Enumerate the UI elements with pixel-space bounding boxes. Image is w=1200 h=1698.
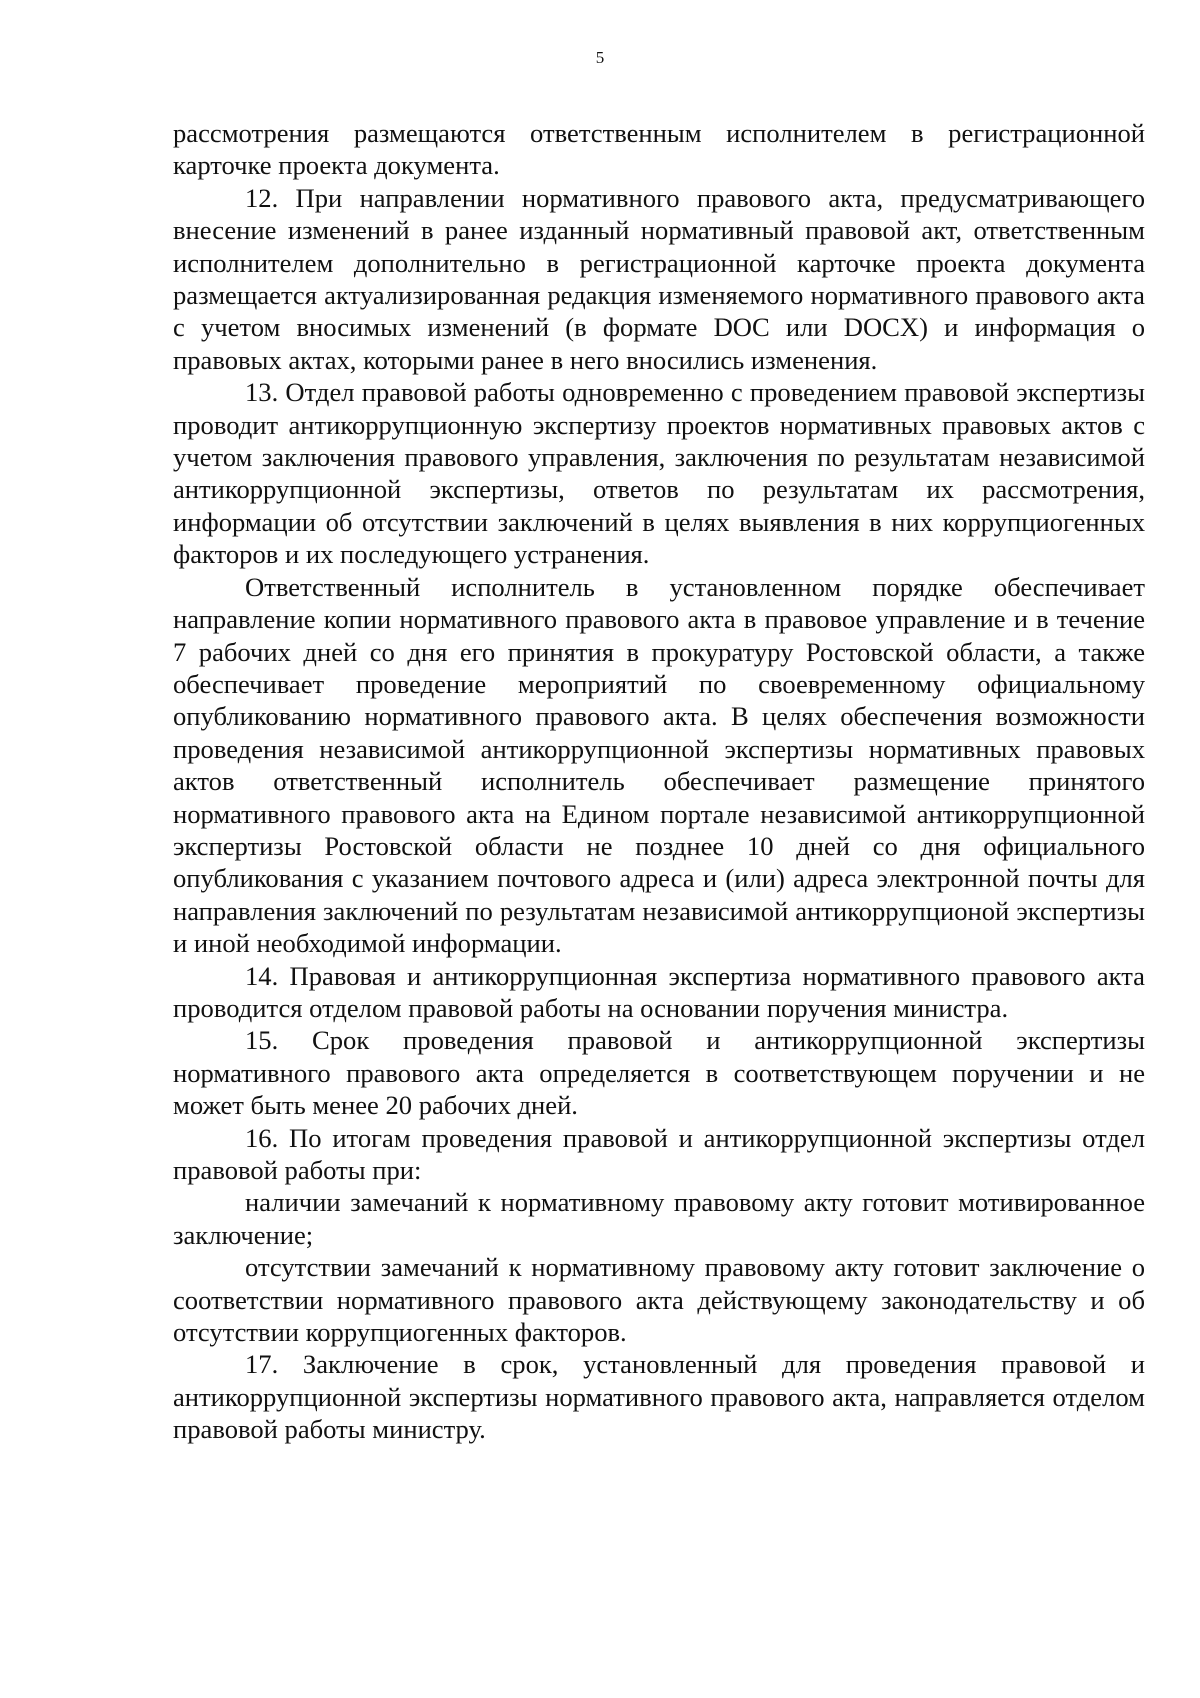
page-number: 5 [595,48,605,67]
paragraph-item-13: 13. Отдел правовой работы одновременно с проведением правовой экспертизы проводит антикоррупционную экспертизу проектов нормативных правовых актов с учетом заключения правового управления, заключения по результатам независимой антикоррупционной экспертизы, ответов по результатам их рассмотрения, информации об отсутствии заключений в целях выявления в них коррупциогенных факторов и их последующего устранения. [173,377,1145,570]
paragraph-item-16-case-remarks: наличии замечаний к нормативному правовому акту готовит мотивированное заключение; [173,1187,1145,1250]
paragraph-item-14: 14. Правовая и антикоррупционная экспертиза нормативного правового акта проводится отделом правовой работы на основании поручения министра. [173,960,1145,1023]
paragraph-item-17: 17. Заключение в срок, установленный для проведения правовой и антикоррупционной экспертизы нормативного правового акта, направляется отделом правовой работы министру. [173,1349,1145,1445]
paragraph-responsible-executor: Ответственный исполнитель в установленном порядке обеспечивает направление копии нормативного правового акта в правовое управление и в течение 7 рабочих дней со дня его принятия в прокуратуру Ростовской области, а также обеспечивает проведение мероприятий по своевременному официальному опубликованию нормативного правового акта. В целях обеспечения возможности проведения независимой антикоррупционной экспертизы нормативных правовых актов ответственный исполнитель обеспечивает размещение принятого нормативного правового акта на Едином портале независимой антикоррупционной экспертизы Ростовской области не позднее 10 дней со дня официального опубликования с указанием почтового адреса и (или) адреса электронной почты для направления заключений по результатам независимой антикоррупционой экспертизы и иной необходимой информации. [173,571,1145,959]
paragraph-continuation: рассмотрения размещаются ответственным исполнителем в регистрационной карточке проекта документа. [173,118,1145,181]
paragraph-item-16-case-no-remarks: отсутствии замечаний к нормативному правовому акту готовит заключение о соответствии нормативного правового акта действующему законодательству и об отсутствии коррупциогенных факторов. [173,1252,1145,1348]
paragraph-item-15: 15. Срок проведения правовой и антикоррупционной экспертизы нормативного правового акта определяется в соответствующем поручении и не может быть менее 20 рабочих дней. [173,1025,1145,1121]
document-body [173,117,1145,1446]
paragraph-item-16: 16. По итогам проведения правовой и антикоррупционной экспертизы отдел правовой работы при: [173,1122,1145,1185]
paragraph-item-12: 12. При направлении нормативного правового акта, предусматривающего внесение изменений в ранее изданный нормативный правовой акт, ответственным исполнителем дополнительно в регистрационной карточке проекта документа размещается актуализированная редакция изменяемого нормативного правового акта с учетом вносимых изменений (в формате DOC или DOCX) и информация о правовых актах, которыми ранее в него вносились изменения. [173,182,1145,375]
